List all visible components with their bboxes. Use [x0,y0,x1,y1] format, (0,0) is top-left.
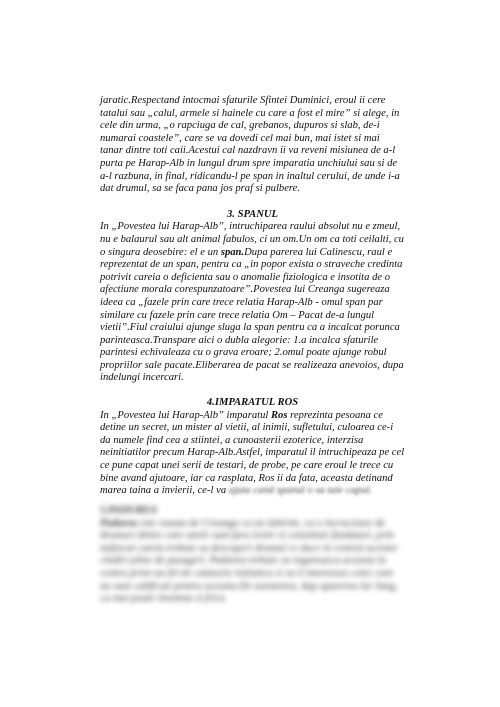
spanul-text-start: In „Povestea lui Harap-Alb”, intruchiparea raului absolut nu e zmeul, nu e balaurul sau alt animal fabulos, ci un om.Un om ca toti ceilalti, cu o singura deosebire: el e un [100,221,404,258]
spanul-bold-term: span. [220,246,245,258]
blurred-preview-section [100,505,405,606]
section-heading-spanul: 3. SPANUL [226,208,278,220]
ros-blurred-line: ajuta cand spanul o sa taie capul. [228,485,373,497]
paragraph-spanul [100,221,405,385]
section-heading-padurea: 5.PADUREA [100,505,158,516]
paragraph-imparatul-ros [100,410,405,498]
padurea-bold-term: Padurea [100,517,138,529]
paragraph-padurea [100,518,405,606]
section-heading-imparatul-ros: 4.IMPARATUL ROS [206,397,299,409]
paragraph-calul: jaratic.Respectand intocmai sfaturile Sfintei Duminici, eroul ii cere tatalui sau „calul, armele si hainele cu care a fost el mire” si alege, in cele din urma, „o rapciuga de cal, grebanos, dupuros si slab, de-i numarai coastele”, care se va dovedi cel mai bun, mai istet si mai tanar dintre toti caii.Acestui cal nazdravn ii va reveni misiunea de a-l purta pe Harap-Alb in lungul drum spre imparatia unchiului sau si de a-l razbuna, in final, ridicandu-l pe span in inaltul cerului, de unde i-a dat drumul, sa se faca pana jos praf si pulbere. [100,95,400,195]
padurea-text: este vazuta de Creanga ca un labirint, ca o incrucisare de drumuri dintre care unele sunt fara iesire si constituie fundaturi, prin mijlocul careia trebuie sa descoperi drumul ce duce in centrul acestor cladiri pline de pasageri. Padurea trebuie sa regaseasca aceasta la centru prinr-un fel de calatorie initiatica si sa il intereseze celor care nu sunt calificati pentru aceasta.De asemenea, dup aparerea lui Jung, ca mai poate insemna si frica [100,517,398,605]
ros-text-start: In „Povestea lui Harap-Alb” imparatul [100,409,271,421]
spanul-text-end: Dupa parerea lui Calinescu, raul e reprezentat de un span, pentru ca „in popor exista o straveche credinta potrivit careia o deficienta sau o anomalie fiziologica e insotita de o afectiune morala corespunzatoare”.Povestea lui Creanga sugereaza ideea ca „fazele prin care trece relatia Harap-Alb - omul span par similare cu fazele prin care trece relatia Om – Pacat de-a lungul vietii”.Fiul craiului ajunge sluga la span pentru ca a incalcat porunca parinteasca.Transpare aici o dubla alegorie: 1.a incalca sfaturile parintesi echivaleaza cu o grava eroare; 2.omul poate ajunge robul propriilor sale pacate.Eliberarea de pacat se realizeaza anevoios, dupa indelungi incercari. [100,246,404,384]
document-body [100,95,405,498]
ros-text-end: reprezinta pesoana ce detine un secret, un mister al vietii, al inimii, sufletului, culoarea ce-i da numele find cea a stiintei, a cunoasterii ezoterice, interzisa neinitiatilor precum Harap-Alb.Astfel, imparatul il intruchipeaza pe cel ce pune capat unei serii de testari, de probe, pe care eroul le trece cu bine avand ajutoare, iar ca rasplata, Ros ii da fata, aceasta detinand marea taina a invierii, ce-l va [100,409,405,497]
ros-bold-term: Ros [270,409,288,421]
